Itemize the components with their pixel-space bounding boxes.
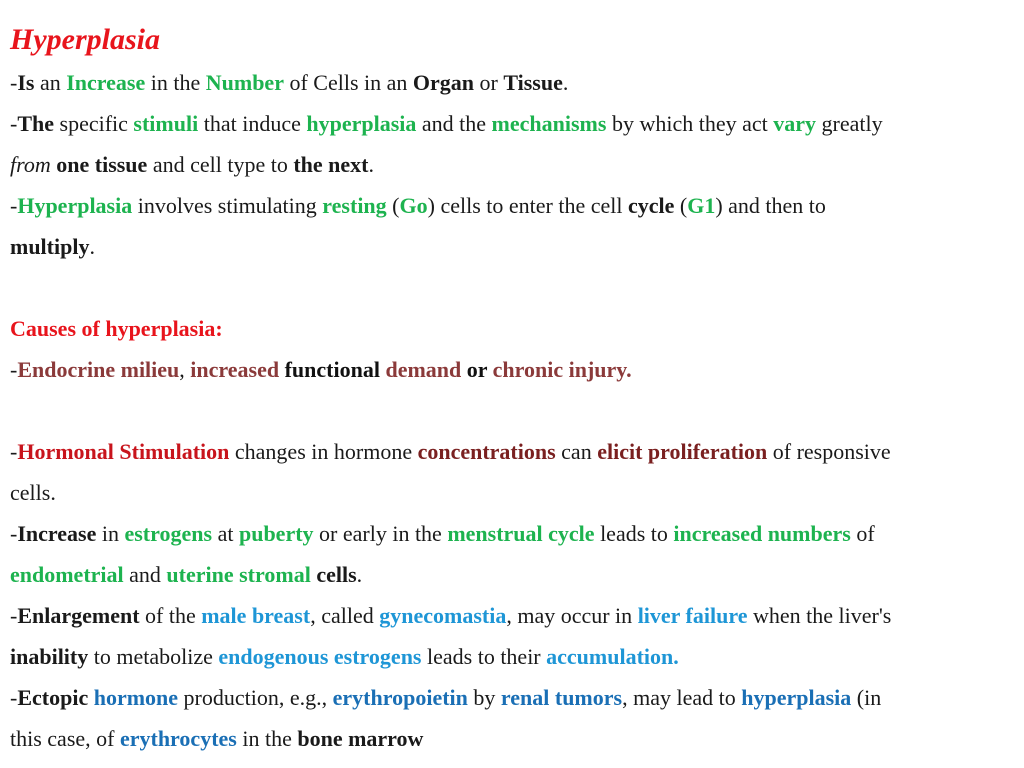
gynecomastia-line-2: [10, 636, 1014, 677]
text: in: [96, 521, 125, 546]
text: , may lead to: [622, 685, 742, 710]
text: (: [386, 193, 400, 218]
term-uterine-stromal: uterine stromal: [166, 562, 311, 587]
term-inability: inability: [10, 644, 89, 669]
term-increase: Increase: [17, 521, 97, 546]
bullet-dash: -: [10, 193, 18, 218]
term-endometrial: endometrial: [10, 562, 124, 587]
term-functional: functional: [284, 357, 380, 382]
text: at: [212, 521, 239, 546]
bullet-dash: -: [10, 521, 18, 546]
term-endogenous-estrogens: endogenous estrogens: [218, 644, 422, 669]
text: cells.: [10, 480, 56, 505]
bullet-dash: -: [10, 603, 18, 628]
term-stimuli: stimuli: [133, 111, 199, 136]
text: this case, of: [10, 726, 120, 751]
term-hyperplasia: hyperplasia: [306, 111, 417, 136]
text: to metabolize: [88, 644, 219, 669]
term-tissue: Tissue: [503, 70, 563, 95]
text: and: [123, 562, 167, 587]
text: by: [467, 685, 501, 710]
text: or early in the: [313, 521, 448, 546]
term-hormonal-stimulation: Hormonal Stimulation: [17, 439, 230, 464]
text: of responsive: [767, 439, 891, 464]
term-puberty: puberty: [238, 521, 314, 546]
term-one-tissue: one tissue: [56, 152, 148, 177]
text: leads to their: [421, 644, 547, 669]
gynecomastia-line-1: [10, 595, 1014, 636]
cycle-line-1: [10, 185, 1014, 226]
text: .: [89, 234, 95, 259]
ectopic-line-1: [10, 677, 1014, 718]
text: and cell type to: [147, 152, 294, 177]
text: from: [10, 152, 57, 177]
term-accumulation: accumulation.: [546, 644, 679, 669]
term-cycle: cycle: [627, 193, 675, 218]
term-male-breast: male breast: [201, 603, 311, 628]
term-chronic-injury: chronic injury.: [492, 357, 632, 382]
slide-title: Hyperplasia: [10, 23, 160, 56]
hormonal-line-2: [10, 472, 1014, 513]
term-mechanisms: mechanisms: [491, 111, 607, 136]
bullet-dash: -: [10, 111, 18, 136]
text: specific: [54, 111, 134, 136]
term-vary: vary: [773, 111, 816, 136]
text: that induce: [198, 111, 307, 136]
text: in the: [236, 726, 298, 751]
bullet-dash: -: [10, 357, 18, 382]
text: ) and then to: [715, 193, 826, 218]
text: of Cells in an: [283, 70, 413, 95]
text: , called: [310, 603, 380, 628]
term-hyperplasia: Hyperplasia: [17, 193, 133, 218]
term-estrogens: estrogens: [124, 521, 213, 546]
spacer: [10, 267, 1014, 308]
text: changes in hormone: [229, 439, 418, 464]
text: in the: [145, 70, 206, 95]
hormonal-line-1: [10, 431, 1014, 472]
term-the: The: [17, 111, 55, 136]
term-enlargement: Enlargement: [17, 603, 140, 628]
text: by which they act: [606, 111, 774, 136]
text: , may occur in: [506, 603, 638, 628]
stimuli-line-1: [10, 103, 1014, 144]
term-menstrual-cycle: menstrual cycle: [447, 521, 595, 546]
term-endocrine-milieu: Endocrine milieu: [17, 357, 180, 382]
text: or: [474, 70, 504, 95]
text: (: [674, 193, 688, 218]
text: greatly: [816, 111, 883, 136]
causes-line: [10, 349, 1014, 390]
term-cells: cells: [316, 562, 357, 587]
term-number: Number: [205, 70, 284, 95]
ectopic-line-2: [10, 718, 1014, 759]
term-increased-numbers: increased numbers: [673, 521, 851, 546]
term-increase: Increase: [66, 70, 146, 95]
term-organ: Organ: [412, 70, 475, 95]
text: of: [850, 521, 875, 546]
estrogen-line-2: [10, 554, 1014, 595]
text: production, e.g.,: [178, 685, 333, 710]
term-concentrations: concentrations: [417, 439, 556, 464]
definition-line: [10, 62, 1014, 103]
bullet-dash: -: [10, 70, 18, 95]
term-hyperplasia: hyperplasia: [741, 685, 852, 710]
text: ,: [179, 357, 191, 382]
term-is: Is: [17, 70, 35, 95]
term-or: or: [461, 357, 493, 382]
text: leads to: [594, 521, 674, 546]
term-erythrocytes: erythrocytes: [119, 726, 237, 751]
text: when the liver's: [747, 603, 892, 628]
term-increased: increased: [190, 357, 285, 382]
term-go: Go: [399, 193, 428, 218]
term-demand: demand: [385, 357, 462, 382]
term-hormone: hormone: [93, 685, 179, 710]
bullet-dash: -: [10, 439, 18, 464]
cycle-line-2: [10, 226, 1014, 267]
term-multiply: multiply: [10, 234, 90, 259]
text: and the: [416, 111, 492, 136]
term-the-next: the next: [293, 152, 369, 177]
term-g1: G1: [687, 193, 716, 218]
term-resting: resting: [322, 193, 387, 218]
stimuli-line-2: [10, 144, 1014, 185]
bullet-dash: -: [10, 685, 18, 710]
term-bone-marrow: bone marrow: [297, 726, 424, 751]
estrogen-line-1: [10, 513, 1014, 554]
causes-heading: Causes of hyperplasia:: [10, 316, 223, 341]
text: ) cells to enter the cell: [427, 193, 628, 218]
text: can: [555, 439, 598, 464]
spacer: [10, 390, 1014, 431]
text: .: [562, 70, 569, 95]
text: .: [356, 562, 363, 587]
term-erythropoietin: erythropoietin: [332, 685, 468, 710]
term-ectopic: Ectopic: [17, 685, 89, 710]
term-elicit-proliferation: elicit proliferation: [597, 439, 768, 464]
text: involves stimulating: [132, 193, 323, 218]
text: of the: [139, 603, 202, 628]
term-gynecomastia: gynecomastia: [379, 603, 507, 628]
text: an: [34, 70, 67, 95]
term-renal-tumors: renal tumors: [500, 685, 623, 710]
term-liver-failure: liver failure: [637, 603, 748, 628]
text: (in: [851, 685, 882, 710]
text: .: [368, 152, 374, 177]
